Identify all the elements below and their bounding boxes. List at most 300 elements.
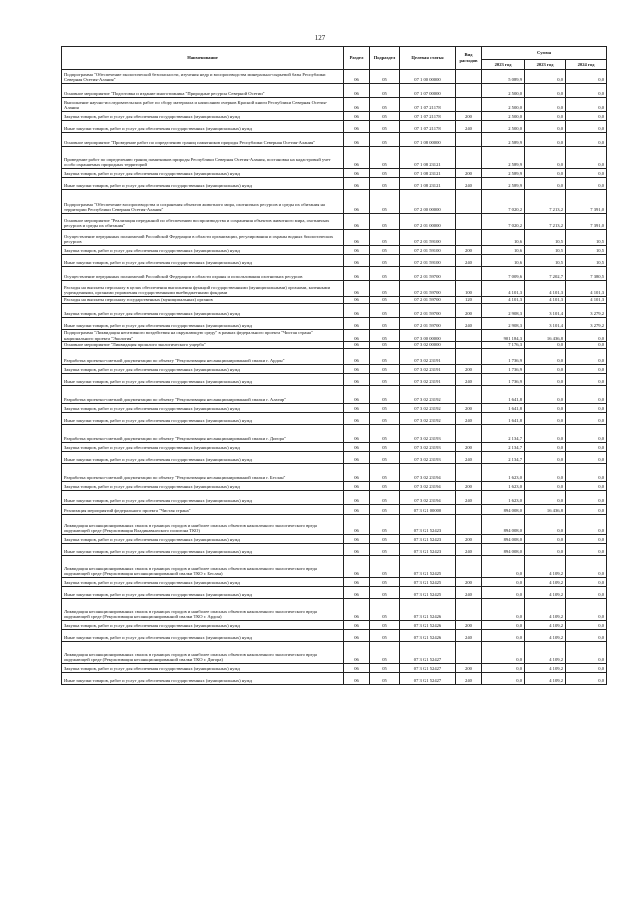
table-row (62, 190, 607, 214)
row-sum-1: 1 736,9 (482, 348, 525, 364)
row-section: 06 (344, 255, 370, 267)
row-name: Основное мероприятие "Подготовка и издание многотомника "Природные ресурсы Северной Осетии" (62, 84, 344, 98)
row-subsection: 05 (370, 641, 400, 663)
row-target-article: 07 3 G1 52426 (400, 620, 456, 629)
row-sum-2: 0,0 (525, 442, 566, 451)
row-section: 06 (344, 490, 370, 504)
row-subsection: 05 (370, 281, 400, 297)
row-section: 06 (344, 133, 370, 147)
row-section: 06 (344, 84, 370, 98)
row-target-article: 07 2 01 59700 (400, 267, 456, 281)
header-sums: Сумма (482, 47, 607, 60)
row-sum-1: 1 641,8 (482, 412, 525, 424)
row-section: 06 (344, 190, 370, 214)
row-expense-type: 240 (456, 672, 482, 684)
row-target-article: 07 3 02 00000 (400, 342, 456, 349)
row-expense-type: 200 (456, 663, 482, 672)
row-subsection: 05 (370, 267, 400, 281)
row-sum-3: 0,0 (566, 364, 607, 373)
row-section: 06 (344, 342, 370, 349)
table-row (62, 178, 607, 190)
table-row (62, 534, 607, 543)
row-section: 06 (344, 534, 370, 543)
row-sum-1: 2 134,7 (482, 424, 525, 442)
table-row (62, 373, 607, 385)
row-section: 06 (344, 246, 370, 255)
row-name: Осуществление переданных полномочий Российской Федерации в области организации, регулирования и охраны водных биологических ресурсов (62, 230, 344, 246)
row-sum-3: 0,0 (566, 342, 607, 349)
row-sum-1: 2 908,3 (482, 318, 525, 330)
row-target-article: 07 3 02 23192 (400, 403, 456, 412)
table-row (62, 424, 607, 442)
row-expense-type (456, 214, 482, 230)
row-subsection: 05 (370, 403, 400, 412)
row-section: 06 (344, 555, 370, 577)
row-name: Закупка товаров, работ и услуг для обеспечения государственных (муниципальных) нужд (62, 169, 344, 178)
row-expense-type (456, 424, 482, 442)
row-sum-2: 0,0 (525, 70, 566, 84)
row-expense-type (456, 330, 482, 342)
row-name: Разработка проектно-сметной документации по объекту "Рекультивация несанкционированной свалки г. Алагир" (62, 385, 344, 403)
row-sum-3: 4 101,3 (566, 281, 607, 297)
row-sum-2: 4 109,2 (525, 629, 566, 641)
row-expense-type: 200 (456, 112, 482, 121)
table-row (62, 451, 607, 463)
row-sum-3: 0,0 (566, 577, 607, 586)
row-sum-1: 1 736,9 (482, 364, 525, 373)
row-target-article: 07 3 02 23194 (400, 463, 456, 481)
row-subsection: 05 (370, 121, 400, 133)
row-name: Разработка проектно-сметной документации по объекту "Рекультивация несанкционированной свалки г. Ардон" (62, 348, 344, 364)
row-subsection: 05 (370, 385, 400, 403)
row-name: Реализация мероприятий федерального проекта "Чистая страна" (62, 504, 344, 514)
row-subsection: 05 (370, 214, 400, 230)
table-row (62, 297, 607, 304)
row-sum-1: 7 009,6 (482, 267, 525, 281)
row-sum-3: 0,0 (566, 481, 607, 490)
row-sum-3: 0,0 (566, 663, 607, 672)
row-subsection: 05 (370, 98, 400, 112)
row-target-article: 07 3 G1 52423 (400, 514, 456, 534)
row-name: Иные закупки товаров, работ и услуг для обеспечения государственных (муниципальных) нужд (62, 373, 344, 385)
row-target-article: 07 3 02 23193 (400, 442, 456, 451)
row-section: 06 (344, 481, 370, 490)
row-subsection: 05 (370, 84, 400, 98)
table-row (62, 267, 607, 281)
row-section: 06 (344, 403, 370, 412)
table-row (62, 169, 607, 178)
row-subsection: 05 (370, 133, 400, 147)
row-target-article: 07 1 07 21178 (400, 98, 456, 112)
row-target-article: 07 1 07 00000 (400, 84, 456, 98)
row-sum-1: 4 101,3 (482, 297, 525, 304)
row-subsection: 05 (370, 112, 400, 121)
row-section: 06 (344, 424, 370, 442)
table-row (62, 385, 607, 403)
row-name: Закупка товаров, работ и услуг для обеспечения государственных (муниципальных) нужд (62, 481, 344, 490)
row-expense-type (456, 230, 482, 246)
row-name: Иные закупки товаров, работ и услуг для обеспечения государственных (муниципальных) нужд (62, 586, 344, 598)
row-sum-3: 0,0 (566, 403, 607, 412)
row-sum-2: 0,0 (525, 373, 566, 385)
row-subsection: 05 (370, 577, 400, 586)
table-row (62, 672, 607, 684)
table-row (62, 255, 607, 267)
row-sum-3: 0,0 (566, 629, 607, 641)
row-expense-type (456, 84, 482, 98)
row-sum-2: 0,0 (525, 412, 566, 424)
row-subsection: 05 (370, 364, 400, 373)
table-row (62, 318, 607, 330)
table-row (62, 230, 607, 246)
row-sum-3: 7 380,5 (566, 267, 607, 281)
row-sum-1: 10,6 (482, 246, 525, 255)
row-name: Закупка товаров, работ и услуг для обеспечения государственных (муниципальных) нужд (62, 663, 344, 672)
table-row (62, 348, 607, 364)
row-target-article: 07 1 08 23121 (400, 147, 456, 169)
row-section: 06 (344, 281, 370, 297)
row-sum-1: 1 623,0 (482, 481, 525, 490)
table-row (62, 147, 607, 169)
row-section: 06 (344, 304, 370, 318)
row-name: Подпрограмма "Обеспечение воспроизводства и сохранения объектов животного мира, охотничьих ресурсов и среды их обитания на территории Республики Северная Осетия-Алания" (62, 190, 344, 214)
row-sum-1: 1 736,9 (482, 373, 525, 385)
row-subsection: 05 (370, 663, 400, 672)
row-section: 06 (344, 385, 370, 403)
row-section: 06 (344, 451, 370, 463)
row-sum-3: 0,0 (566, 169, 607, 178)
row-name: Осуществление переданных полномочий Российской Федерации в области охраны и использования охотничьих ресурсов (62, 267, 344, 281)
row-sum-1: 0,0 (482, 586, 525, 598)
row-name: Основное мероприятие "Ликвидация прошлого экологического ущерба" (62, 342, 344, 349)
row-subsection: 05 (370, 342, 400, 349)
row-target-article: 07 3 02 23192 (400, 385, 456, 403)
table-row (62, 504, 607, 514)
table-row (62, 403, 607, 412)
row-target-article: 07 2 01 59700 (400, 318, 456, 330)
row-name: Иные закупки товаров, работ и услуг для обеспечения государственных (муниципальных) нужд (62, 178, 344, 190)
row-sum-1: 0,0 (482, 620, 525, 629)
row-sum-2: 0,0 (525, 112, 566, 121)
table-row (62, 70, 607, 84)
row-expense-type: 200 (456, 304, 482, 318)
row-sum-1: 0,0 (482, 577, 525, 586)
row-sum-2: 0,0 (525, 463, 566, 481)
row-expense-type: 240 (456, 629, 482, 641)
row-sum-1: 0,0 (482, 629, 525, 641)
row-subsection: 05 (370, 504, 400, 514)
row-subsection: 05 (370, 598, 400, 620)
row-target-article: 07 2 01 59100 (400, 255, 456, 267)
row-name: Разработка проектно-сметной документации по объекту "Рекультивация несанкционированной свалки г. Беслан" (62, 463, 344, 481)
row-sum-2: 3 101,4 (525, 318, 566, 330)
row-subsection: 05 (370, 442, 400, 451)
row-section: 06 (344, 641, 370, 663)
row-expense-type: 240 (456, 178, 482, 190)
row-subsection: 05 (370, 412, 400, 424)
row-expense-type: 200 (456, 534, 482, 543)
table-row (62, 364, 607, 373)
row-expense-type (456, 70, 482, 84)
row-subsection: 05 (370, 330, 400, 342)
row-sum-3: 0,0 (566, 543, 607, 555)
row-expense-type (456, 555, 482, 577)
row-sum-3: 0,0 (566, 112, 607, 121)
row-target-article: 07 2 01 59700 (400, 281, 456, 297)
row-target-article: 07 3 00 00000 (400, 330, 456, 342)
row-expense-type (456, 133, 482, 147)
row-name: Закупка товаров, работ и услуг для обеспечения государственных (муниципальных) нужд (62, 364, 344, 373)
row-sum-2: 4 109,2 (525, 672, 566, 684)
row-subsection: 05 (370, 586, 400, 598)
row-section: 06 (344, 629, 370, 641)
row-sum-2: 0,0 (525, 514, 566, 534)
row-target-article: 07 3 G1 52423 (400, 543, 456, 555)
row-sum-3: 0,0 (566, 451, 607, 463)
row-target-article: 07 3 02 23193 (400, 424, 456, 442)
row-target-article: 07 2 01 59100 (400, 246, 456, 255)
row-expense-type: 200 (456, 364, 482, 373)
row-expense-type (456, 514, 482, 534)
row-sum-3: 0,0 (566, 133, 607, 147)
row-expense-type: 200 (456, 403, 482, 412)
row-expense-type (456, 147, 482, 169)
row-name: Иные закупки товаров, работ и услуг для обеспечения государственных (муниципальных) нужд (62, 543, 344, 555)
row-expense-type (456, 385, 482, 403)
row-subsection: 05 (370, 178, 400, 190)
row-sum-1: 7 020,2 (482, 190, 525, 214)
row-expense-type: 240 (456, 586, 482, 598)
row-sum-3: 7 391,0 (566, 190, 607, 214)
row-sum-3: 4 101,3 (566, 297, 607, 304)
row-subsection: 05 (370, 424, 400, 442)
row-name: Разработка проектно-сметной документации по объекту "Рекультивация несанкционированной свалки г. Дигора" (62, 424, 344, 442)
row-sum-1: 2 589,9 (482, 178, 525, 190)
row-expense-type: 240 (456, 490, 482, 504)
row-expense-type: 200 (456, 246, 482, 255)
row-subsection: 05 (370, 147, 400, 169)
row-sum-2: 0,0 (525, 424, 566, 442)
row-expense-type (456, 190, 482, 214)
row-subsection: 05 (370, 190, 400, 214)
row-section: 06 (344, 318, 370, 330)
row-sum-1: 10,6 (482, 230, 525, 246)
row-subsection: 05 (370, 348, 400, 364)
row-target-article: 07 3 G1 52425 (400, 555, 456, 577)
row-subsection: 05 (370, 672, 400, 684)
row-name: Иные закупки товаров, работ и услуг для обеспечения государственных (муниципальных) нужд (62, 121, 344, 133)
row-sum-2: 4 109,2 (525, 620, 566, 629)
row-sum-2: 4 101,3 (525, 297, 566, 304)
row-sum-1: 2 500,0 (482, 121, 525, 133)
table-row (62, 442, 607, 451)
row-expense-type: 200 (456, 481, 482, 490)
row-name: Ликвидация несанкционированных свалок в границах городов и наиболее опасных объектов накопленного экологического вреда окружающей среде (Рекультивация несанкционированной свалки ТКО г. Беслан) (62, 555, 344, 577)
row-name: Иные закупки товаров, работ и услуг для обеспечения государственных (муниципальных) нужд (62, 318, 344, 330)
row-expense-type (456, 598, 482, 620)
table-row (62, 481, 607, 490)
row-expense-type: 200 (456, 442, 482, 451)
row-section: 06 (344, 598, 370, 620)
row-subsection: 05 (370, 255, 400, 267)
row-subsection: 05 (370, 620, 400, 629)
row-subsection: 05 (370, 514, 400, 534)
row-sum-2: 4 109,2 (525, 586, 566, 598)
table-row (62, 629, 607, 641)
row-sum-2: 0,0 (525, 348, 566, 364)
table-row (62, 281, 607, 297)
row-target-article: 07 3 G1 52423 (400, 534, 456, 543)
row-subsection: 05 (370, 451, 400, 463)
row-section: 06 (344, 330, 370, 342)
row-sum-3: 0,0 (566, 555, 607, 577)
row-sum-1: 894 008,0 (482, 534, 525, 543)
table-row (62, 214, 607, 230)
row-sum-2: 0,0 (525, 121, 566, 133)
row-name: Закупка товаров, работ и услуг для обеспечения государственных (муниципальных) нужд (62, 534, 344, 543)
row-section: 06 (344, 70, 370, 84)
row-name: Иные закупки товаров, работ и услуг для обеспечения государственных (муниципальных) нужд (62, 672, 344, 684)
row-expense-type: 200 (456, 577, 482, 586)
row-expense-type: 240 (456, 121, 482, 133)
row-name: Основное мероприятие "Реализация переданной по обеспечению воспроизводства и сохранения объектов животного мира, охотничьих ресурсов и среды их обитания" (62, 214, 344, 230)
row-sum-3: 0,0 (566, 620, 607, 629)
row-sum-1: 2 589,9 (482, 169, 525, 178)
row-sum-2: 4 109,2 (525, 555, 566, 577)
row-target-article: 07 3 02 23194 (400, 490, 456, 504)
row-sum-3: 0,0 (566, 504, 607, 514)
row-name: Иные закупки товаров, работ и услуг для обеспечения государственных (муниципальных) нужд (62, 629, 344, 641)
row-expense-type: 240 (456, 255, 482, 267)
row-target-article: 07 1 07 21178 (400, 112, 456, 121)
row-sum-1: 2 134,7 (482, 442, 525, 451)
row-sum-1: 0,0 (482, 555, 525, 577)
row-sum-1: 2 908,3 (482, 304, 525, 318)
row-subsection: 05 (370, 169, 400, 178)
row-target-article: 07 3 G1 52426 (400, 629, 456, 641)
table-row (62, 598, 607, 620)
row-sum-2: 4 101,3 (525, 281, 566, 297)
row-subsection: 05 (370, 555, 400, 577)
row-sum-2: 10,5 (525, 255, 566, 267)
row-sum-3: 10,5 (566, 255, 607, 267)
row-target-article: 07 3 G1 52427 (400, 663, 456, 672)
row-sum-2: 0,0 (525, 147, 566, 169)
table-body (62, 70, 607, 685)
row-subsection: 05 (370, 318, 400, 330)
row-sum-3: 0,0 (566, 586, 607, 598)
row-expense-type: 200 (456, 620, 482, 629)
row-sum-1: 0,0 (482, 672, 525, 684)
row-subsection: 05 (370, 490, 400, 504)
row-sum-3: 0,0 (566, 70, 607, 84)
row-sum-3: 0,0 (566, 424, 607, 442)
row-target-article: 07 3 02 23194 (400, 481, 456, 490)
header-target-article: Целевая статья (400, 47, 456, 70)
row-section: 06 (344, 463, 370, 481)
row-sum-2: 0,0 (525, 133, 566, 147)
row-sum-2: 7 213,2 (525, 214, 566, 230)
row-target-article: 07 2 01 59700 (400, 304, 456, 318)
row-section: 06 (344, 577, 370, 586)
table-row (62, 641, 607, 663)
table-row (62, 330, 607, 342)
row-section: 06 (344, 230, 370, 246)
row-sum-3: 3 279,2 (566, 304, 607, 318)
row-name: Закупка товаров, работ и услуг для обеспечения государственных (муниципальных) нужд (62, 246, 344, 255)
table-row (62, 412, 607, 424)
row-sum-3: 0,0 (566, 348, 607, 364)
table-row (62, 663, 607, 672)
row-sum-1: 4 101,3 (482, 281, 525, 297)
row-sum-2: 0,0 (525, 403, 566, 412)
row-section: 06 (344, 663, 370, 672)
row-target-article: 07 3 G1 00000 (400, 504, 456, 514)
row-sum-1: 2 589,9 (482, 133, 525, 147)
row-sum-2: 7 213,2 (525, 190, 566, 214)
row-sum-2: 0,0 (525, 342, 566, 349)
header-expense-type: Вид расходов (456, 47, 482, 70)
row-sum-2: 0,0 (525, 534, 566, 543)
row-expense-type (456, 463, 482, 481)
row-section: 06 (344, 169, 370, 178)
row-name: Иные закупки товаров, работ и услуг для обеспечения государственных (муниципальных) нужд (62, 412, 344, 424)
row-sum-2: 0,0 (525, 169, 566, 178)
table-row (62, 98, 607, 112)
header-year-1: 2023 год (482, 60, 525, 70)
row-sum-3: 10,5 (566, 230, 607, 246)
row-expense-type (456, 267, 482, 281)
row-sum-3: 0,0 (566, 514, 607, 534)
table-row (62, 84, 607, 98)
row-target-article: 07 3 G1 52426 (400, 598, 456, 620)
row-name: Ликвидация несанкционированных свалок в границах городов и наиболее опасных объектов накопленного экологического вреда окружающей среде (Рекультивация несанкционированной свалки ТКО г. Ардон) (62, 598, 344, 620)
row-target-article: 07 1 08 00000 (400, 133, 456, 147)
row-sum-1: 1 623,0 (482, 490, 525, 504)
row-sum-3: 3 279,2 (566, 318, 607, 330)
row-name: Ликвидация несанкционированных свалок в границах городов и наиболее опасных объектов накопленного экологического вреда окружающей среде (Рекультивация несанкционированной свалки ТКО г. Дигора) (62, 641, 344, 663)
row-sum-1: 10,6 (482, 255, 525, 267)
row-sum-1: 1 623,0 (482, 463, 525, 481)
table-row (62, 463, 607, 481)
row-expense-type (456, 342, 482, 349)
row-sum-3: 0,0 (566, 178, 607, 190)
row-target-article: 07 1 08 23121 (400, 178, 456, 190)
row-sum-1: 7 176,3 (482, 342, 525, 349)
row-expense-type (456, 98, 482, 112)
row-sum-3: 0,0 (566, 534, 607, 543)
row-sum-3: 0,0 (566, 385, 607, 403)
row-name: Расходы на выплаты персоналу государственных (муниципальных) органов (62, 297, 344, 304)
row-sum-1: 0,0 (482, 663, 525, 672)
row-sum-1: 2 500,0 (482, 112, 525, 121)
row-sum-1: 901 184,3 (482, 330, 525, 342)
row-target-article: 07 3 G1 52425 (400, 586, 456, 598)
row-section: 06 (344, 412, 370, 424)
row-target-article: 07 2 01 59700 (400, 297, 456, 304)
table-row (62, 577, 607, 586)
row-target-article: 07 3 02 23191 (400, 373, 456, 385)
row-name: Иные закупки товаров, работ и услуг для обеспечения государственных (муниципальных) нужд (62, 255, 344, 267)
row-expense-type: 240 (456, 373, 482, 385)
row-target-article: 07 1 00 00000 (400, 70, 456, 84)
row-section: 06 (344, 348, 370, 364)
row-sum-2: 16 436,8 (525, 330, 566, 342)
row-name: Проведение работ по определению границ памятников природы Республики Северная Осетия-Алания, постановка на кадастровый учет особо охраняемых природных территорий (62, 147, 344, 169)
row-name: Подпрограмма "Обеспечение экологической безопасности, изучения недр и воспроизводства минерально-сырьевой базы Республики Северная Осетия-Алания" (62, 70, 344, 84)
row-target-article: 07 3 02 23192 (400, 412, 456, 424)
row-sum-1: 7 020,2 (482, 214, 525, 230)
